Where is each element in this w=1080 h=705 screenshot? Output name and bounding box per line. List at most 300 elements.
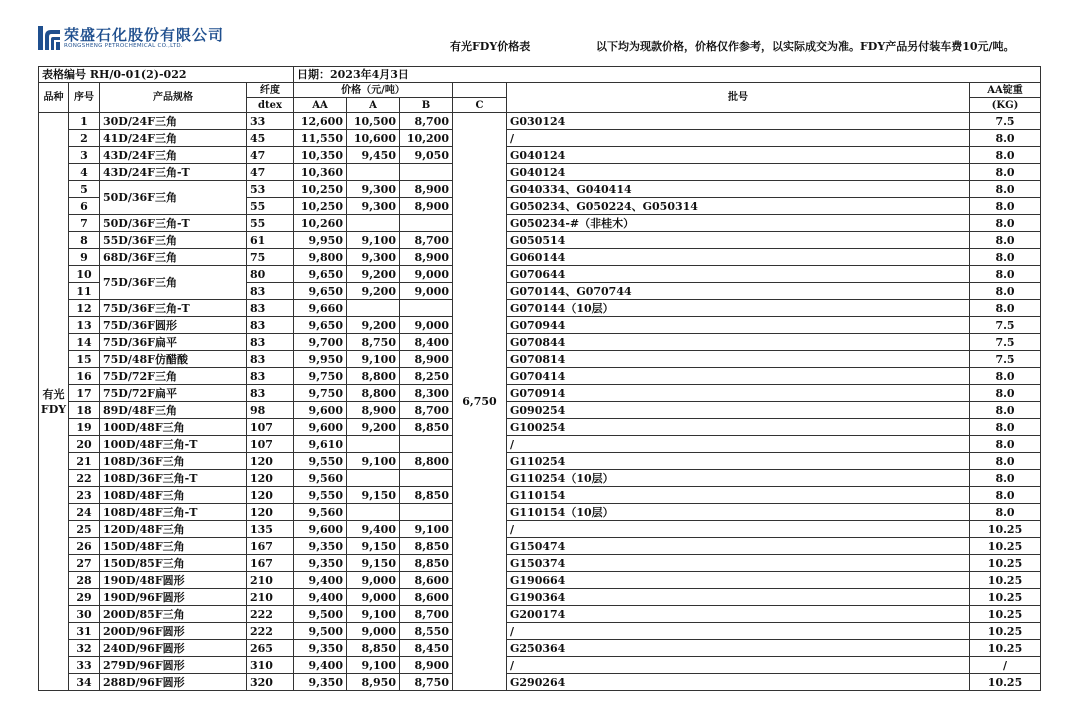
price-b-cell: 8,700 <box>400 606 453 623</box>
dtex-cell: 83 <box>247 317 294 334</box>
batch-cell: G190364 <box>507 589 970 606</box>
dtex-cell: 107 <box>247 436 294 453</box>
seq-cell: 5 <box>69 181 100 198</box>
batch-cell: G250364 <box>507 640 970 657</box>
seq-cell: 19 <box>69 419 100 436</box>
seq-cell: 10 <box>69 266 100 283</box>
seq-cell: 9 <box>69 249 100 266</box>
price-aa-cell: 9,500 <box>294 623 347 640</box>
price-a-cell: 8,800 <box>347 368 400 385</box>
batch-cell: G110154 <box>507 487 970 504</box>
price-b-cell: 8,850 <box>400 419 453 436</box>
spec-cell: 190D/96F圆形 <box>100 589 247 606</box>
price-aa-cell: 10,250 <box>294 181 347 198</box>
price-a-cell <box>347 436 400 453</box>
dtex-cell: 83 <box>247 385 294 402</box>
price-a-cell <box>347 215 400 232</box>
aa-weight-cell: 10.25 <box>970 538 1041 555</box>
table-row <box>39 572 1041 589</box>
spec-cell: 288D/96F圆形 <box>100 674 247 691</box>
form-number: 表格编号 RH/0-01(2)-022 <box>39 67 294 83</box>
table-row <box>39 266 1041 283</box>
batch-cell: G050514 <box>507 232 970 249</box>
aa-weight-cell: 10.25 <box>970 674 1041 691</box>
dtex-cell: 310 <box>247 657 294 674</box>
seq-cell: 22 <box>69 470 100 487</box>
dtex-cell: 120 <box>247 487 294 504</box>
price-b-cell: 8,800 <box>400 453 453 470</box>
price-aa-cell: 9,650 <box>294 317 347 334</box>
seq-cell: 7 <box>69 215 100 232</box>
seq-cell: 29 <box>69 589 100 606</box>
dtex-cell: 47 <box>247 147 294 164</box>
seq-cell: 2 <box>69 130 100 147</box>
dtex-cell: 222 <box>247 606 294 623</box>
price-aa-cell: 10,250 <box>294 198 347 215</box>
aa-weight-cell: 8.0 <box>970 198 1041 215</box>
price-aa-cell: 12,600 <box>294 113 347 130</box>
price-aa-cell: 9,400 <box>294 589 347 606</box>
spec-cell: 75D/36F三角-T <box>100 300 247 317</box>
aa-weight-cell: 8.0 <box>970 249 1041 266</box>
batch-cell: G060144 <box>507 249 970 266</box>
price-a-cell: 9,100 <box>347 657 400 674</box>
price-b-cell: 9,000 <box>400 283 453 300</box>
price-aa-cell: 10,350 <box>294 147 347 164</box>
price-b-cell: 8,850 <box>400 487 453 504</box>
price-aa-cell: 9,350 <box>294 538 347 555</box>
dtex-cell: 75 <box>247 249 294 266</box>
seq-cell: 33 <box>69 657 100 674</box>
seq-cell: 31 <box>69 623 100 640</box>
price-aa-cell: 11,550 <box>294 130 347 147</box>
price-a-cell: 9,100 <box>347 606 400 623</box>
seq-cell: 21 <box>69 453 100 470</box>
col-a-header: A <box>347 98 400 113</box>
price-aa-cell: 9,750 <box>294 385 347 402</box>
seq-cell: 26 <box>69 538 100 555</box>
batch-cell: / <box>507 521 970 538</box>
seq-cell: 15 <box>69 351 100 368</box>
company-name-cn: 荣盛石化股份有限公司 <box>64 25 225 44</box>
price-table <box>38 66 1041 691</box>
price-aa-cell: 9,700 <box>294 334 347 351</box>
price-aa-cell: 9,650 <box>294 266 347 283</box>
dtex-cell: 265 <box>247 640 294 657</box>
aa-weight-cell: 10.25 <box>970 521 1041 538</box>
price-a-cell: 9,150 <box>347 487 400 504</box>
table-row <box>39 419 1041 436</box>
batch-cell: G070644 <box>507 266 970 283</box>
table-row <box>39 555 1041 572</box>
price-a-cell: 9,200 <box>347 283 400 300</box>
seq-cell: 18 <box>69 402 100 419</box>
aa-weight-cell: 10.25 <box>970 572 1041 589</box>
aa-weight-cell: 8.0 <box>970 283 1041 300</box>
dtex-cell: 61 <box>247 232 294 249</box>
price-b-cell: 8,250 <box>400 368 453 385</box>
price-a-cell: 9,000 <box>347 623 400 640</box>
price-aa-cell: 10,360 <box>294 164 347 181</box>
price-aa-cell: 9,350 <box>294 640 347 657</box>
aa-weight-cell: 7.5 <box>970 334 1041 351</box>
col-denier-header: 纤度 <box>247 83 294 98</box>
aa-weight-cell: 8.0 <box>970 436 1041 453</box>
seq-cell: 8 <box>69 232 100 249</box>
table-row <box>39 657 1041 674</box>
price-b-cell: 8,900 <box>400 198 453 215</box>
table-row <box>39 538 1041 555</box>
seq-cell: 27 <box>69 555 100 572</box>
seq-cell: 1 <box>69 113 100 130</box>
batch-cell: G070914 <box>507 385 970 402</box>
price-b-cell: 8,900 <box>400 351 453 368</box>
spec-cell: 75D/72F扁平 <box>100 385 247 402</box>
price-b-cell: 8,550 <box>400 623 453 640</box>
price-aa-cell: 9,600 <box>294 419 347 436</box>
col-weight-header: AA锭重 <box>970 83 1041 98</box>
seq-cell: 17 <box>69 385 100 402</box>
price-a-cell: 8,850 <box>347 640 400 657</box>
spec-cell: 75D/36F三角 <box>100 266 247 300</box>
batch-cell: G150474 <box>507 538 970 555</box>
seq-cell: 28 <box>69 572 100 589</box>
spec-cell: 55D/36F三角 <box>100 232 247 249</box>
aa-weight-cell: 8.0 <box>970 470 1041 487</box>
dtex-cell: 107 <box>247 419 294 436</box>
dtex-cell: 83 <box>247 283 294 300</box>
aa-weight-cell: 8.0 <box>970 181 1041 198</box>
seq-cell: 34 <box>69 674 100 691</box>
price-b-cell: 8,850 <box>400 555 453 572</box>
price-aa-cell: 9,610 <box>294 436 347 453</box>
spec-cell: 108D/48F三角 <box>100 487 247 504</box>
dtex-cell: 120 <box>247 453 294 470</box>
price-aa-cell: 9,650 <box>294 283 347 300</box>
dtex-cell: 120 <box>247 470 294 487</box>
price-a-cell: 9,000 <box>347 572 400 589</box>
col-batch-header: 批号 <box>507 83 970 113</box>
price-b-cell: 8,600 <box>400 589 453 606</box>
seq-cell: 12 <box>69 300 100 317</box>
spec-cell: 108D/48F三角-T <box>100 504 247 521</box>
price-a-cell: 9,300 <box>347 181 400 198</box>
dtex-cell: 135 <box>247 521 294 538</box>
dtex-cell: 167 <box>247 538 294 555</box>
price-a-cell: 9,450 <box>347 147 400 164</box>
price-a-cell: 9,200 <box>347 266 400 283</box>
batch-cell: G150374 <box>507 555 970 572</box>
price-aa-cell: 9,560 <box>294 504 347 521</box>
price-b-cell: 8,900 <box>400 657 453 674</box>
dtex-cell: 33 <box>247 113 294 130</box>
price-aa-cell: 10,260 <box>294 215 347 232</box>
company-logo <box>38 26 224 50</box>
price-b-cell: 8,400 <box>400 334 453 351</box>
spec-cell: 89D/48F三角 <box>100 402 247 419</box>
spec-cell: 50D/36F三角-T <box>100 215 247 232</box>
spec-cell: 279D/96F圆形 <box>100 657 247 674</box>
batch-cell: / <box>507 657 970 674</box>
price-a-cell: 10,600 <box>347 130 400 147</box>
batch-cell: G070944 <box>507 317 970 334</box>
batch-cell: / <box>507 436 970 453</box>
aa-weight-cell: 8.0 <box>970 164 1041 181</box>
dtex-cell: 83 <box>247 300 294 317</box>
batch-cell: G290264 <box>507 674 970 691</box>
aa-weight-cell: 8.0 <box>970 232 1041 249</box>
price-b-cell: 9,050 <box>400 147 453 164</box>
batch-cell: G040334、G040414 <box>507 181 970 198</box>
aa-weight-cell: 8.0 <box>970 385 1041 402</box>
variety-cell: 有光 FDY <box>39 113 69 691</box>
seq-cell: 24 <box>69 504 100 521</box>
seq-cell: 13 <box>69 317 100 334</box>
price-aa-cell: 9,950 <box>294 351 347 368</box>
price-b-cell: 8,700 <box>400 402 453 419</box>
spec-cell: 190D/48F圆形 <box>100 572 247 589</box>
table-row <box>39 249 1041 266</box>
price-a-cell: 8,950 <box>347 674 400 691</box>
table-row <box>39 215 1041 232</box>
table-row <box>39 674 1041 691</box>
dtex-cell: 210 <box>247 589 294 606</box>
col-spec-header: 产品规格 <box>100 83 247 113</box>
batch-cell: G070144（10层） <box>507 300 970 317</box>
dtex-cell: 167 <box>247 555 294 572</box>
price-aa-cell: 9,560 <box>294 470 347 487</box>
company-name-en: RONGSHENG PETROCHEMICAL CO.,LTD. <box>64 42 183 49</box>
price-aa-cell: 9,550 <box>294 487 347 504</box>
price-aa-cell: 9,600 <box>294 521 347 538</box>
aa-weight-cell: 8.0 <box>970 453 1041 470</box>
aa-weight-cell: 8.0 <box>970 419 1041 436</box>
batch-cell: G190664 <box>507 572 970 589</box>
table-row <box>39 300 1041 317</box>
dtex-cell: 83 <box>247 368 294 385</box>
price-c-cell: 6,750 <box>453 113 507 691</box>
price-a-cell <box>347 504 400 521</box>
table-row <box>39 232 1041 249</box>
aa-weight-cell: 8.0 <box>970 147 1041 164</box>
price-b-cell: 9,000 <box>400 266 453 283</box>
batch-cell: G110254 <box>507 453 970 470</box>
seq-cell: 3 <box>69 147 100 164</box>
price-a-cell: 8,900 <box>347 402 400 419</box>
aa-weight-cell: 7.5 <box>970 317 1041 334</box>
dtex-cell: 53 <box>247 181 294 198</box>
aa-weight-cell: 10.25 <box>970 623 1041 640</box>
price-b-cell: 8,300 <box>400 385 453 402</box>
spec-cell: 150D/48F三角 <box>100 538 247 555</box>
batch-cell: G040124 <box>507 147 970 164</box>
seq-cell: 11 <box>69 283 100 300</box>
spec-cell: 150D/85F三角 <box>100 555 247 572</box>
spec-cell: 75D/72F三角 <box>100 368 247 385</box>
price-b-cell: 8,900 <box>400 181 453 198</box>
dtex-cell: 45 <box>247 130 294 147</box>
seq-cell: 30 <box>69 606 100 623</box>
price-b-cell: 8,700 <box>400 232 453 249</box>
col-kg-header: (KG) <box>970 98 1041 113</box>
price-a-cell <box>347 470 400 487</box>
spec-cell: 75D/36F圆形 <box>100 317 247 334</box>
col-dtex-header: dtex <box>247 98 294 113</box>
table-row <box>39 164 1041 181</box>
price-b-cell: 9,100 <box>400 521 453 538</box>
price-date: 日期：2023年4月3日 <box>294 67 1041 83</box>
price-a-cell: 9,300 <box>347 249 400 266</box>
dtex-cell: 83 <box>247 351 294 368</box>
batch-cell: G090254 <box>507 402 970 419</box>
spec-cell: 75D/36F扁平 <box>100 334 247 351</box>
dtex-cell: 320 <box>247 674 294 691</box>
table-row <box>39 351 1041 368</box>
table-row <box>39 504 1041 521</box>
spec-cell: 100D/48F三角 <box>100 419 247 436</box>
seq-cell: 14 <box>69 334 100 351</box>
spec-cell: 108D/36F三角-T <box>100 470 247 487</box>
price-b-cell: 8,750 <box>400 674 453 691</box>
spec-cell: 120D/48F三角 <box>100 521 247 538</box>
price-b-cell <box>400 504 453 521</box>
price-a-cell: 10,500 <box>347 113 400 130</box>
price-aa-cell: 9,600 <box>294 402 347 419</box>
col-variety-header: 品种 <box>39 83 69 113</box>
seq-cell: 4 <box>69 164 100 181</box>
price-b-cell: 9,000 <box>400 317 453 334</box>
table-row <box>39 470 1041 487</box>
price-aa-cell: 9,550 <box>294 453 347 470</box>
table-row <box>39 606 1041 623</box>
dtex-cell: 120 <box>247 504 294 521</box>
seq-cell: 25 <box>69 521 100 538</box>
price-aa-cell: 9,750 <box>294 368 347 385</box>
price-a-cell: 9,100 <box>347 232 400 249</box>
col-seq-header: 序号 <box>69 83 100 113</box>
spec-cell: 43D/24F三角-T <box>100 164 247 181</box>
price-b-cell: 8,600 <box>400 572 453 589</box>
spec-cell: 200D/85F三角 <box>100 606 247 623</box>
batch-cell: G070414 <box>507 368 970 385</box>
aa-weight-cell: 7.5 <box>970 351 1041 368</box>
table-row <box>39 181 1041 198</box>
price-a-cell: 9,300 <box>347 198 400 215</box>
batch-cell: G110154（10层） <box>507 504 970 521</box>
col-b-header: B <box>400 98 453 113</box>
price-a-cell: 8,800 <box>347 385 400 402</box>
batch-cell: G040124 <box>507 164 970 181</box>
price-a-cell: 9,000 <box>347 589 400 606</box>
spec-cell: 240D/96F圆形 <box>100 640 247 657</box>
price-b-cell <box>400 164 453 181</box>
table-row <box>39 130 1041 147</box>
seq-cell: 32 <box>69 640 100 657</box>
price-notice: 以下均为现款价格，价格仅作参考，以实际成交为准。FDY产品另付装车费10元/吨。 <box>596 40 1015 53</box>
rongsheng-logo-icon <box>38 26 60 50</box>
price-b-cell <box>400 300 453 317</box>
seq-cell: 23 <box>69 487 100 504</box>
spec-cell: 30D/24F三角 <box>100 113 247 130</box>
table-row <box>39 385 1041 402</box>
spec-cell: 200D/96F圆形 <box>100 623 247 640</box>
table-row <box>39 589 1041 606</box>
batch-cell: / <box>507 130 970 147</box>
spec-cell: 41D/24F三角 <box>100 130 247 147</box>
table-row <box>39 453 1041 470</box>
price-a-cell: 9,150 <box>347 538 400 555</box>
aa-weight-cell: 7.5 <box>970 113 1041 130</box>
price-b-cell: 10,200 <box>400 130 453 147</box>
price-b-cell <box>400 215 453 232</box>
batch-cell: G030124 <box>507 113 970 130</box>
aa-weight-cell: 10.25 <box>970 589 1041 606</box>
col-price-blank <box>453 83 507 98</box>
price-aa-cell: 9,800 <box>294 249 347 266</box>
table-row <box>39 113 1041 130</box>
dtex-cell: 222 <box>247 623 294 640</box>
aa-weight-cell: / <box>970 657 1041 674</box>
price-aa-cell: 9,350 <box>294 674 347 691</box>
aa-weight-cell: 8.0 <box>970 368 1041 385</box>
spec-cell: 68D/36F三角 <box>100 249 247 266</box>
document-header <box>0 0 1080 66</box>
aa-weight-cell: 8.0 <box>970 487 1041 504</box>
table-row <box>39 147 1041 164</box>
aa-weight-cell: 8.0 <box>970 402 1041 419</box>
batch-cell: G070814 <box>507 351 970 368</box>
spec-cell: 50D/36F三角 <box>100 181 247 215</box>
spec-cell: 75D/48F仿醋酸 <box>100 351 247 368</box>
aa-weight-cell: 8.0 <box>970 130 1041 147</box>
aa-weight-cell: 10.25 <box>970 606 1041 623</box>
batch-cell: G200174 <box>507 606 970 623</box>
price-b-cell: 8,450 <box>400 640 453 657</box>
dtex-cell: 55 <box>247 198 294 215</box>
table-row <box>39 640 1041 657</box>
batch-cell: G110254（10层） <box>507 470 970 487</box>
dtex-cell: 80 <box>247 266 294 283</box>
aa-weight-cell: 8.0 <box>970 266 1041 283</box>
price-b-cell: 8,850 <box>400 538 453 555</box>
spec-cell: 108D/36F三角 <box>100 453 247 470</box>
aa-weight-cell: 8.0 <box>970 215 1041 232</box>
batch-cell: / <box>507 623 970 640</box>
col-price-header: 价格（元/吨） <box>294 83 453 98</box>
price-aa-cell: 9,400 <box>294 572 347 589</box>
price-a-cell: 8,750 <box>347 334 400 351</box>
dtex-cell: 210 <box>247 572 294 589</box>
price-aa-cell: 9,660 <box>294 300 347 317</box>
seq-cell: 6 <box>69 198 100 215</box>
price-a-cell: 9,200 <box>347 317 400 334</box>
price-a-cell <box>347 300 400 317</box>
table-row <box>39 402 1041 419</box>
table-row <box>39 487 1041 504</box>
dtex-cell: 98 <box>247 402 294 419</box>
spec-cell: 100D/48F三角-T <box>100 436 247 453</box>
batch-cell: G070144、G070744 <box>507 283 970 300</box>
price-a-cell: 9,200 <box>347 419 400 436</box>
price-a-cell: 9,400 <box>347 521 400 538</box>
aa-weight-cell: 10.25 <box>970 640 1041 657</box>
dtex-cell: 55 <box>247 215 294 232</box>
table-row <box>39 317 1041 334</box>
batch-cell: G100254 <box>507 419 970 436</box>
price-a-cell: 9,100 <box>347 453 400 470</box>
batch-cell: G050234-#（非桂木） <box>507 215 970 232</box>
col-c-header: C <box>453 98 507 113</box>
